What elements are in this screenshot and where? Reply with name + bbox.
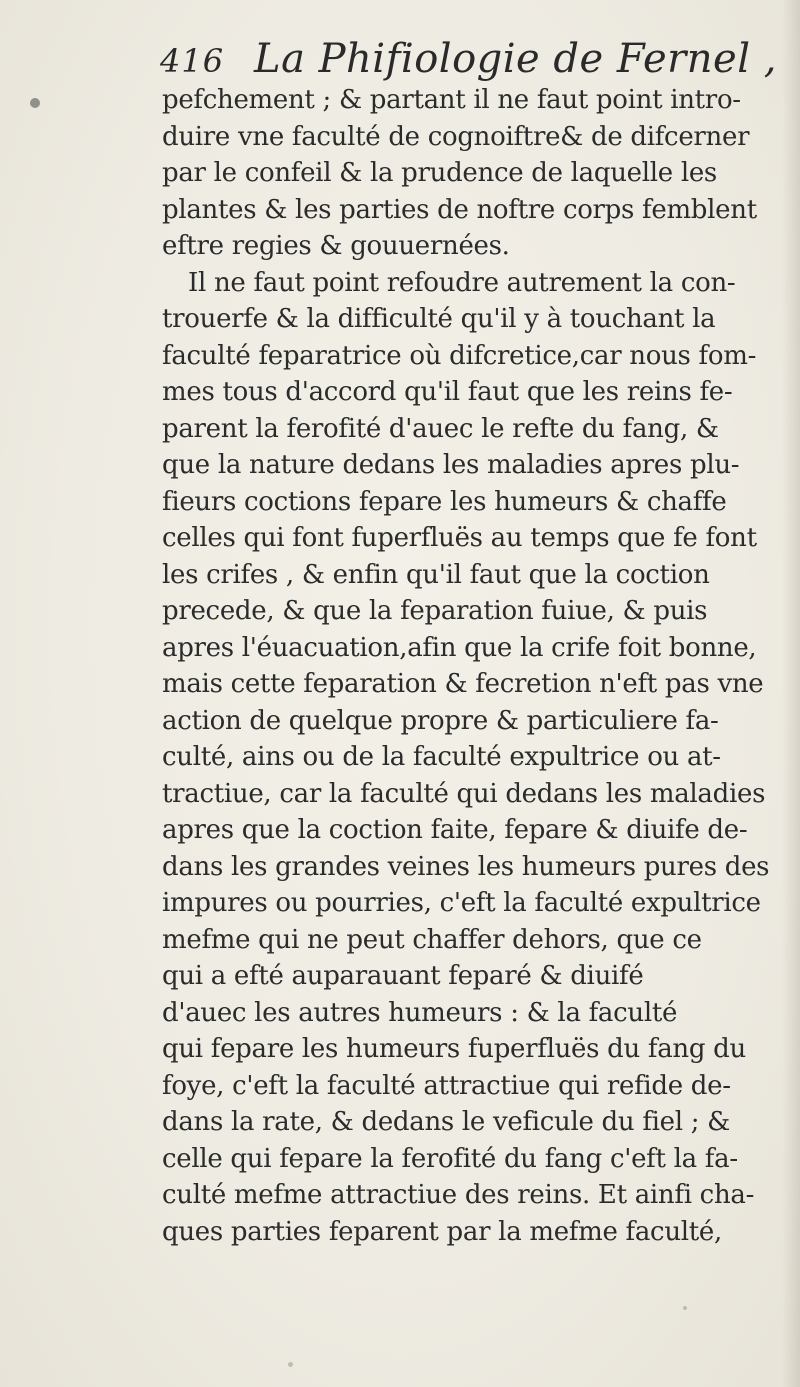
text-line: action de quelque propre & particuliere fa- xyxy=(162,705,719,736)
text-line: apres que la coction faite, fepare & diuife de- xyxy=(162,815,748,845)
ink-blot-mark xyxy=(30,98,40,108)
page-number: 416 xyxy=(160,42,225,80)
text-line: celles qui font fuperfluës au temps que fe font xyxy=(162,523,757,553)
text-line: culté mefme attractiue des reins. Et ainfi cha- xyxy=(162,1180,755,1210)
paper-speck xyxy=(683,1306,687,1310)
text-line: culté, ains ou de la faculté expultrice ou at- xyxy=(162,742,721,772)
text-line: fieurs coctions fepare les humeurs & chaffe xyxy=(162,486,727,517)
text-line: eftre regies & gouuernées. xyxy=(162,231,510,261)
text-line: foye, c'eft la faculté attractiue qui refide de- xyxy=(162,1070,731,1101)
text-line: les crifes , & enfin qu'il faut que la coction xyxy=(162,559,710,590)
text-line: d'auec les autres humeurs : & la faculté xyxy=(162,997,678,1028)
page-header xyxy=(160,30,777,90)
text-line: que la nature dedans les maladies apres plu- xyxy=(162,450,740,480)
text-line: pefchement ; & partant il ne faut point intro- xyxy=(162,85,741,115)
text-line: par le confeil & la prudence de laquelle les xyxy=(162,158,717,188)
text-line: mes tous d'accord qu'il faut que les reins fe- xyxy=(162,377,733,407)
text-line: plantes & les parties de noftre corps femblent xyxy=(162,194,757,225)
text-line: faculté feparatrice où difcretice,car nous fom- xyxy=(162,340,757,371)
text-line: mefme qui ne peut chaffer dehors, que ce xyxy=(162,924,702,955)
text-line: impures ou pourries, c'eft la faculté expultrice xyxy=(162,888,761,918)
text-line: tractiue, car la faculté qui dedans les maladies xyxy=(162,778,766,809)
text-line: parent la ferofité d'auec le refte du fang, & xyxy=(162,413,719,444)
text-line: duire vne faculté de cognoiftre& de difcerner xyxy=(162,121,750,152)
text-line: Il ne faut point refoudre autrement la con- xyxy=(188,267,736,298)
text-line: mais cette feparation & fecretion n'eft pas vne xyxy=(162,669,764,699)
text-line: qui a efté auparauant feparé & diuifé xyxy=(162,961,644,991)
running-title: La Phifiologie de Fernel , xyxy=(254,36,777,82)
paper-speck xyxy=(288,1362,293,1367)
text-line: dans les grandes veines les humeurs pures des xyxy=(162,851,770,882)
text-line: ques parties feparent par la mefme faculté, xyxy=(162,1216,722,1247)
body-text xyxy=(162,82,770,1250)
text-line: precede, & que la feparation fuiue, & puis xyxy=(162,596,708,626)
text-line: celle qui fepare la ferofité du fang c'eft la fa- xyxy=(162,1143,738,1174)
text-line: trouerfe & la difficulté qu'il y à touchant la xyxy=(162,304,716,334)
page-edge-shadow xyxy=(782,0,800,1387)
text-line: apres l'éuacuation,afin que la crife foit bonne, xyxy=(162,632,757,663)
text-line: qui fepare les humeurs fuperfluës du fang du xyxy=(162,1034,746,1064)
text-line: dans la rate, & dedans le veficule du fiel ; & xyxy=(162,1107,730,1137)
